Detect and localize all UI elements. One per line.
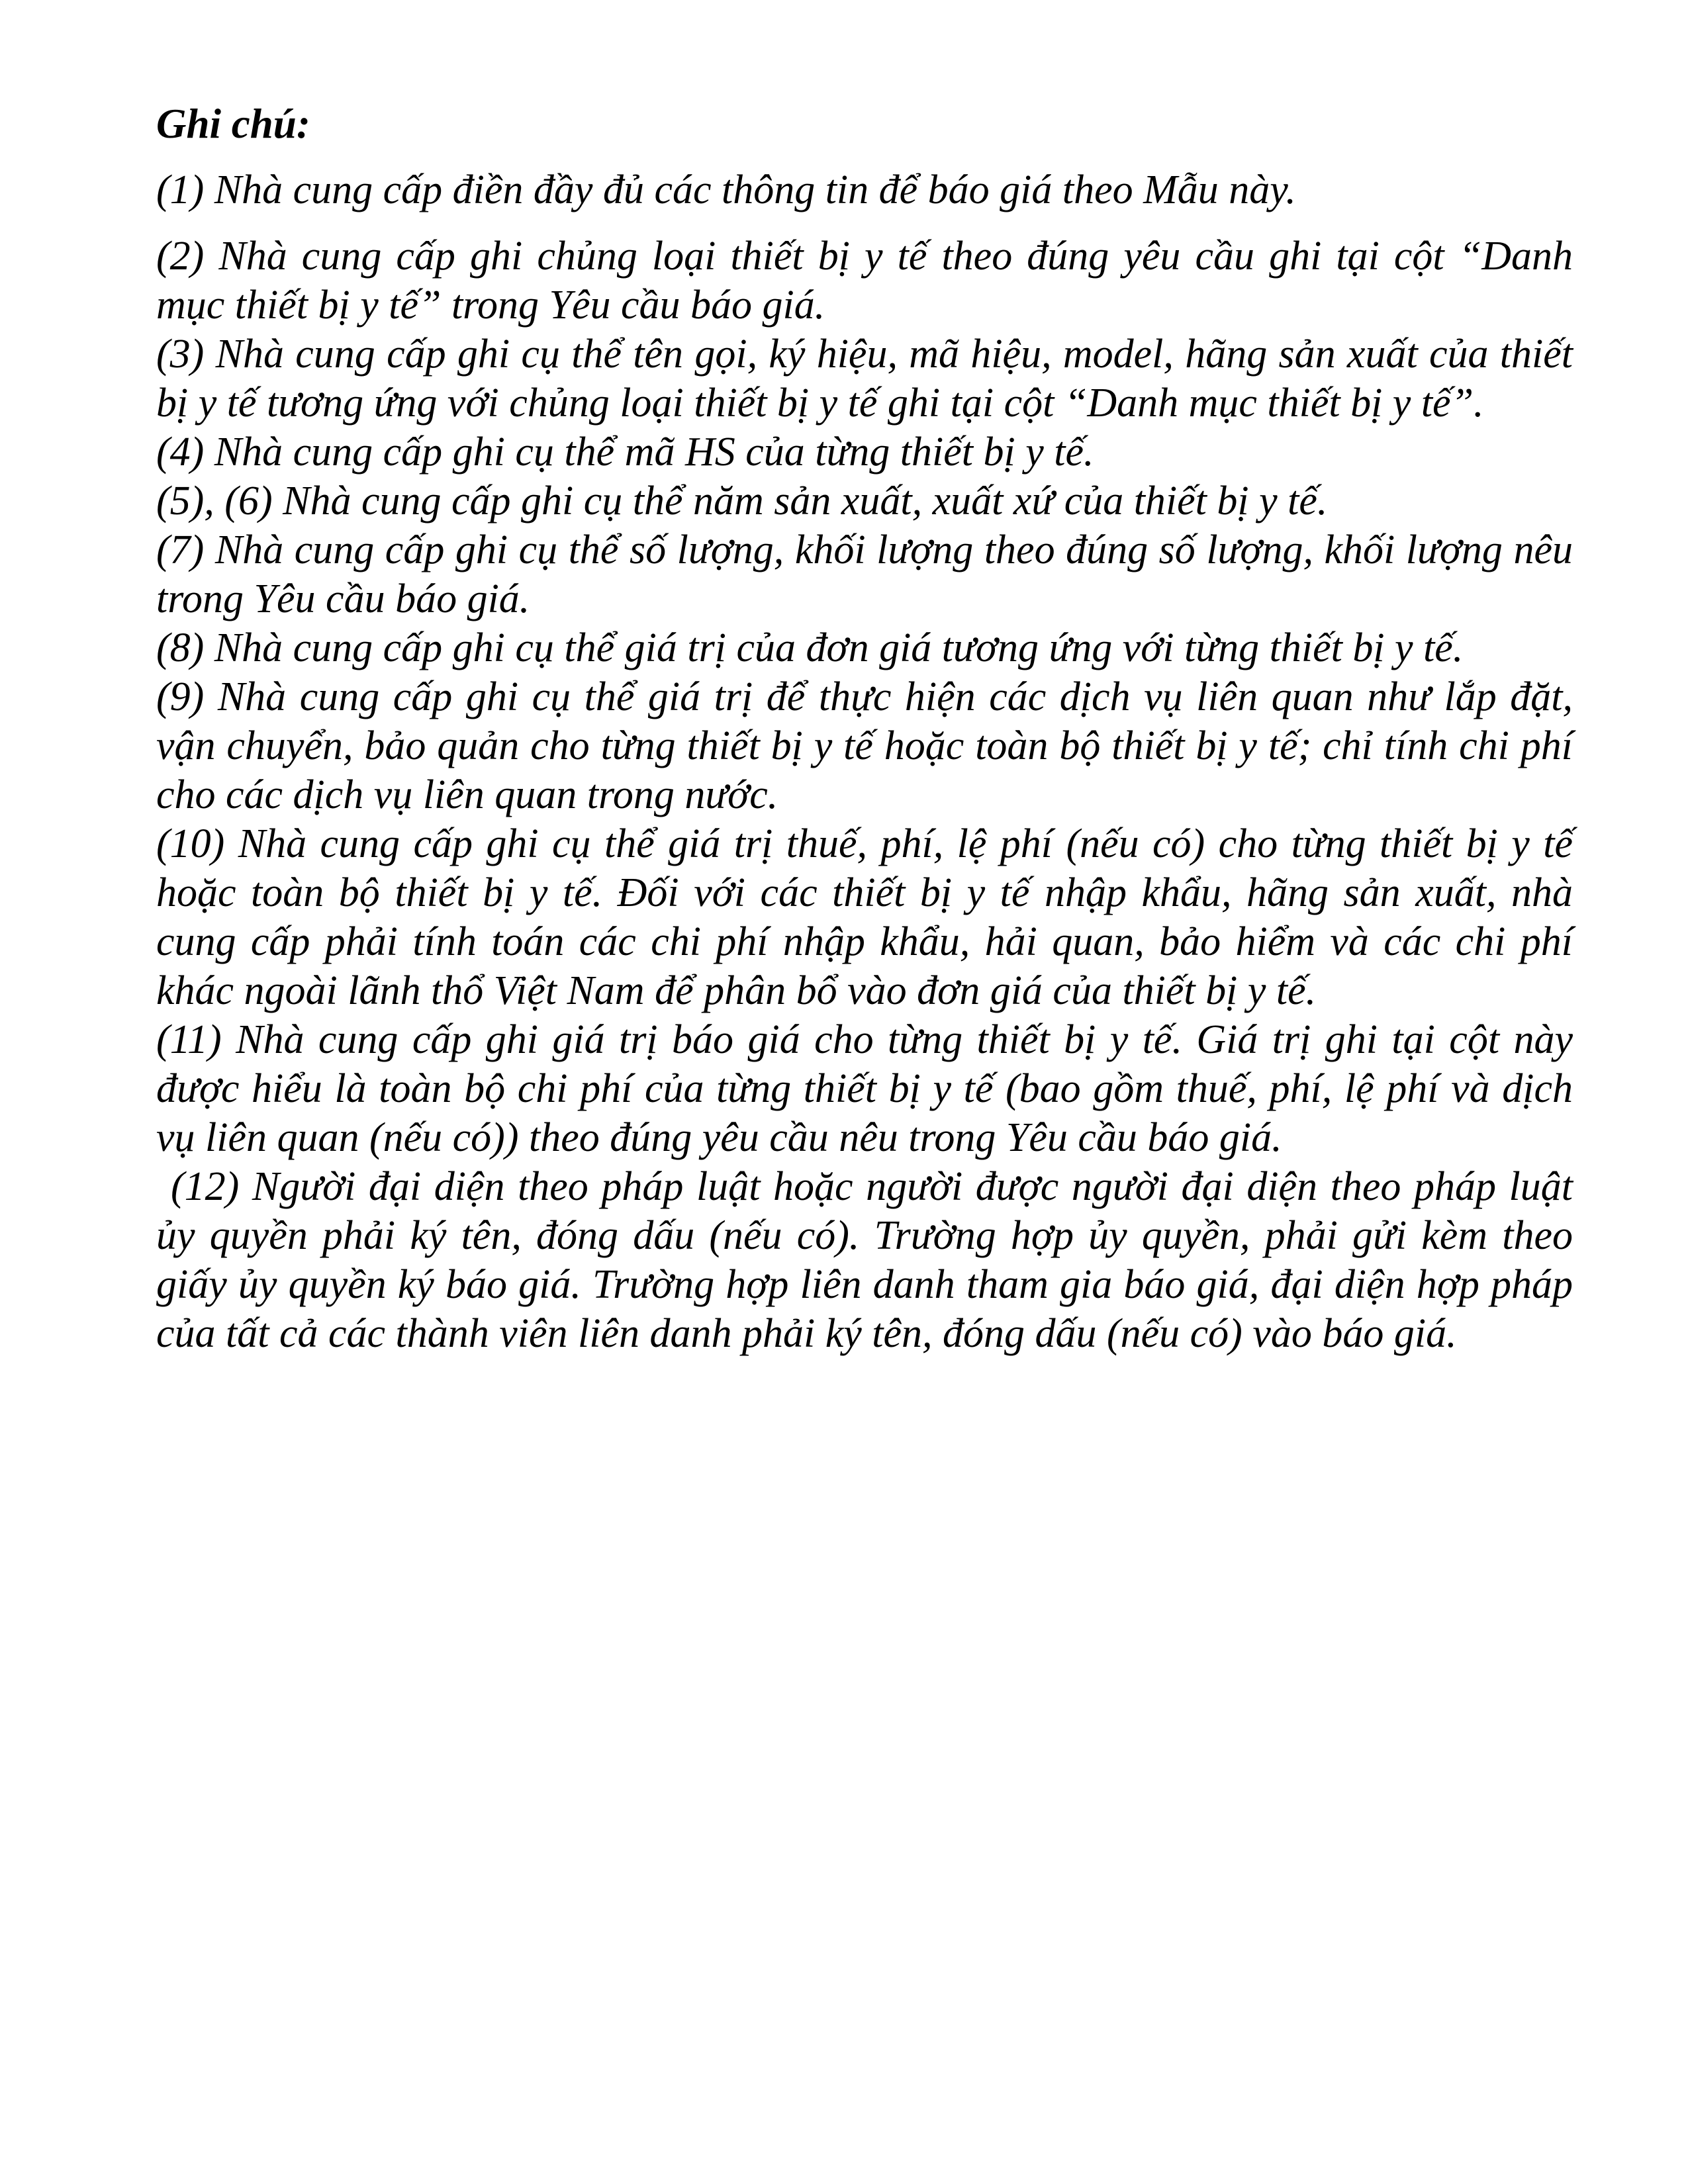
note-paragraph-9: (9) Nhà cung cấp ghi cụ thể giá trị để thực hiện các dịch vụ liên quan như lắp đặt, vận chuyển, bảo quản cho từng thiết bị y tế hoặc toàn bộ thiết bị y tế; chỉ tính chi phí cho các dịch vụ liên quan trong nước. bbox=[156, 674, 1573, 817]
note-paragraph-12: (12) Người đại diện theo pháp luật hoặc người được người đại diện theo pháp luật ủy quyền phải ký tên, đóng dấu (nếu có). Trường hợp ủy quyền, phải gửi kèm theo giấy ủy quyền ký báo giá. Trường hợp liên danh tham gia báo giá, đại diện hợp pháp của tất cả các thành viên liên danh phải ký tên, đóng dấu (nếu có) vào báo giá. bbox=[156, 1164, 1573, 1356]
notes-section bbox=[156, 99, 1573, 1358]
note-paragraph-8: (8) Nhà cung cấp ghi cụ thể giá trị của đơn giá tương ứng với từng thiết bị y tế. bbox=[156, 625, 1464, 670]
note-paragraph-3: (3) Nhà cung cấp ghi cụ thể tên gọi, ký hiệu, mã hiệu, model, hãng sản xuất của thiết bị y tế tương ứng với chủng loại thiết bị y tế ghi tại cột “Danh mục thiết bị y tế”. bbox=[156, 332, 1573, 426]
note-paragraph-11: (11) Nhà cung cấp ghi giá trị báo giá cho từng thiết bị y tế. Giá trị ghi tại cột này được hiểu là toàn bộ chi phí của từng thiết bị y tế (bao gồm thuế, phí, lệ phí và dịch vụ liên quan (nếu có)) theo đúng yêu cầu nêu trong Yêu cầu báo giá. bbox=[156, 1017, 1573, 1160]
note-paragraph-10: (10) Nhà cung cấp ghi cụ thể giá trị thuế, phí, lệ phí (nếu có) cho từng thiết bị y tế hoặc toàn bộ thiết bị y tế. Đối với các thiết bị y tế nhập khẩu, hãng sản xuất, nhà cung cấp phải tính toán các chi phí nhập khẩu, hải quan, bảo hiểm và các chi phí khác ngoài lãnh thổ Việt Nam để phân bổ vào đơn giá của thiết bị y tế. bbox=[156, 821, 1573, 1013]
note-paragraph-1: (1) Nhà cung cấp điền đầy đủ các thông tin để báo giá theo Mẫu này. bbox=[156, 167, 1296, 212]
note-paragraph-4: (4) Nhà cung cấp ghi cụ thể mã HS của từng thiết bị y tế. bbox=[156, 430, 1094, 475]
note-paragraph-5-6: (5), (6) Nhà cung cấp ghi cụ thể năm sản xuất, xuất xứ của thiết bị y tế. bbox=[156, 478, 1328, 523]
note-paragraph-2: (2) Nhà cung cấp ghi chủng loại thiết bị y tế theo đúng yêu cầu ghi tại cột “Danh mục thiết bị y tế” trong Yêu cầu báo giá. bbox=[156, 234, 1573, 328]
notes-heading: Ghi chú: bbox=[156, 101, 310, 147]
note-paragraph-7: (7) Nhà cung cấp ghi cụ thể số lượng, khối lượng theo đúng số lượng, khối lượng nêu trong Yêu cầu báo giá. bbox=[156, 527, 1573, 621]
